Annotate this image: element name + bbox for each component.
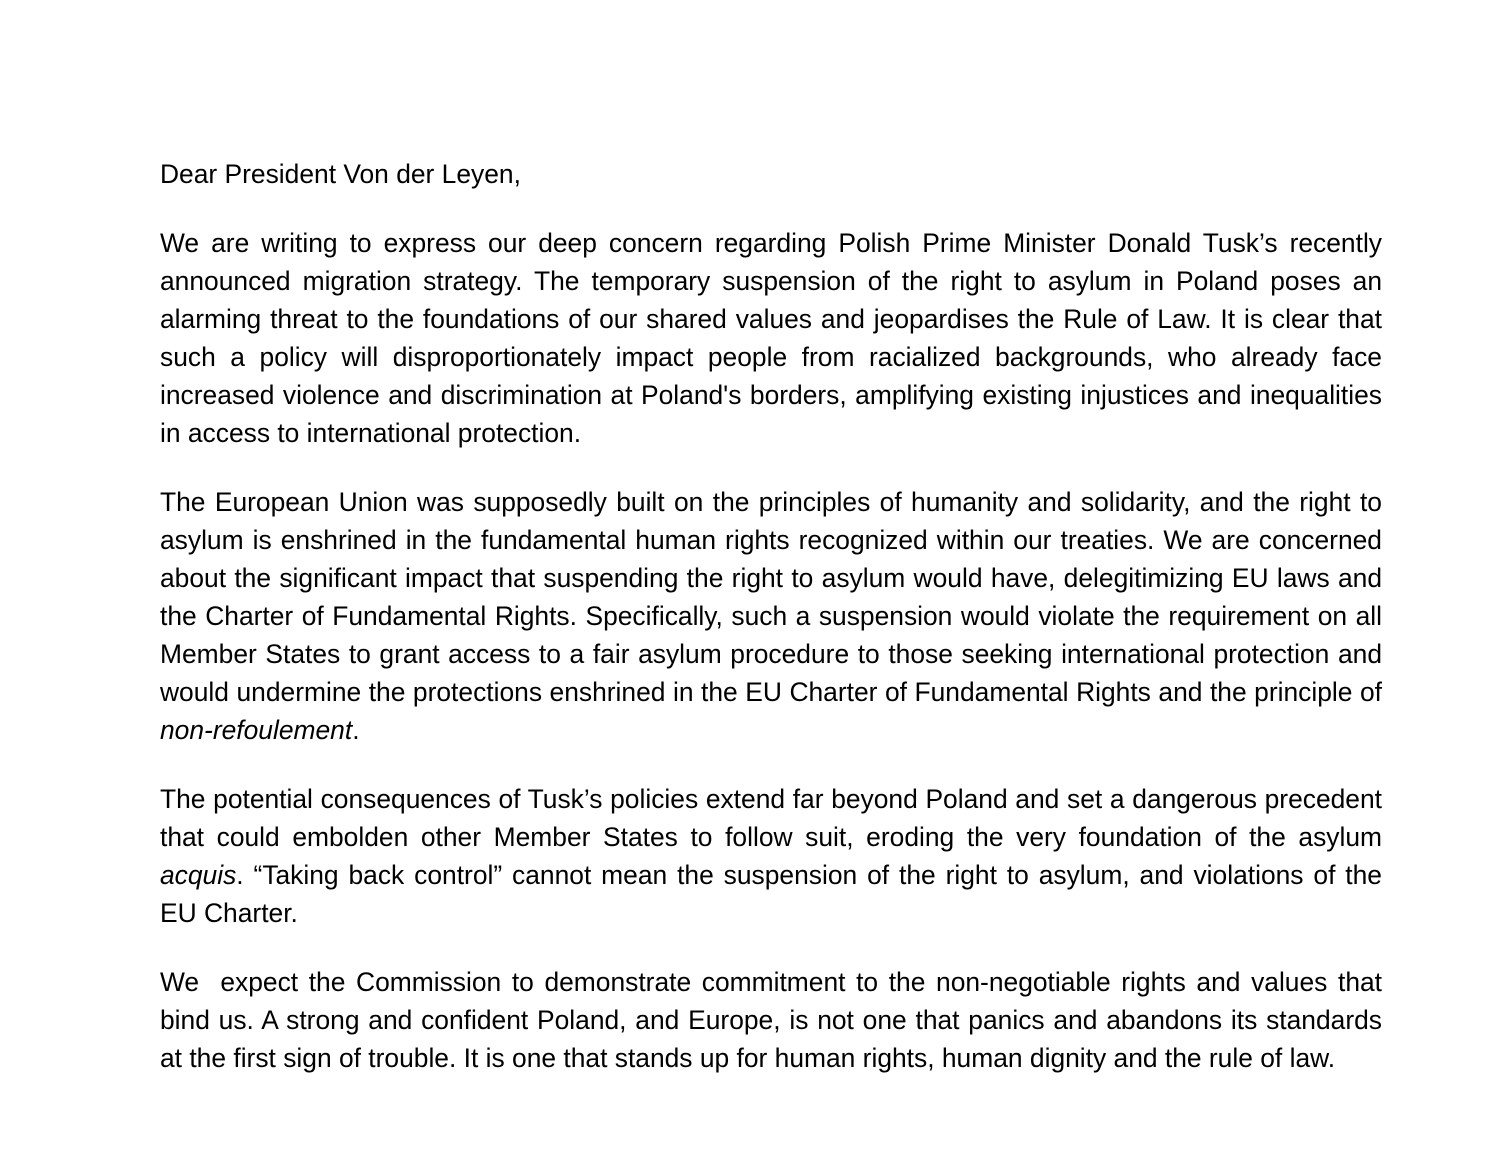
- paragraph-4: We expect the Commission to demonstrate commitment to the non-negotiable rights and values that bind us. A strong and confident Poland, and Europe, is not one that panics and abandons its standards at the first sign of trouble. It is one that stands up for human rights, human dignity and the rule of law.: [160, 967, 1390, 1073]
- paragraph-2-end: .: [352, 715, 360, 745]
- paragraph-2: [160, 483, 1382, 749]
- paragraph-3-end: . “Taking back control” cannot mean the suspension of the right to asylum, and violations of the EU Charter.: [160, 860, 1382, 928]
- paragraph-1: We are writing to express our deep concern regarding Polish Prime Minister Donald Tusk’s recently announced migration strategy. The temporary suspension of the right to asylum in Poland poses an alarming threat to the foundations of our shared values and jeopardises the Rule of Law. It is clear that such a policy will disproportionately impact people from racialized backgrounds, who already face increased violence and discrimination at Poland's borders, amplifying existing injustices and inequalities in access to international protection.: [160, 228, 1382, 448]
- letter-body: [160, 155, 1390, 1077]
- paragraph-3: [160, 780, 1382, 932]
- salutation: Dear President Von der Leyen,: [160, 159, 521, 189]
- paragraph-3-emphasis: acquis: [160, 860, 237, 890]
- paragraph-2-emphasis: non-refoulement: [160, 715, 353, 745]
- paragraph-2-text: The European Union was supposedly built on the principles of humanity and solidarity, and the right to asylum is enshrined in the fundamental human rights recognized within our treaties. We are concerned about the significant impact that suspending the right to asylum would have, delegitimizing EU laws and the Charter of Fundamental Rights. Specifically, such a suspension would violate the requirement on all Member States to grant access to a fair asylum procedure to those seeking international protection and would undermine the protections enshrined in the EU Charter of Fundamental Rights and the principle of: [160, 487, 1382, 707]
- paragraph-3-text: The potential consequences of Tusk’s policies extend far beyond Poland and set a dangerous precedent that could embolden other Member States to follow suit, eroding the very foundation of the asylum: [160, 784, 1382, 852]
